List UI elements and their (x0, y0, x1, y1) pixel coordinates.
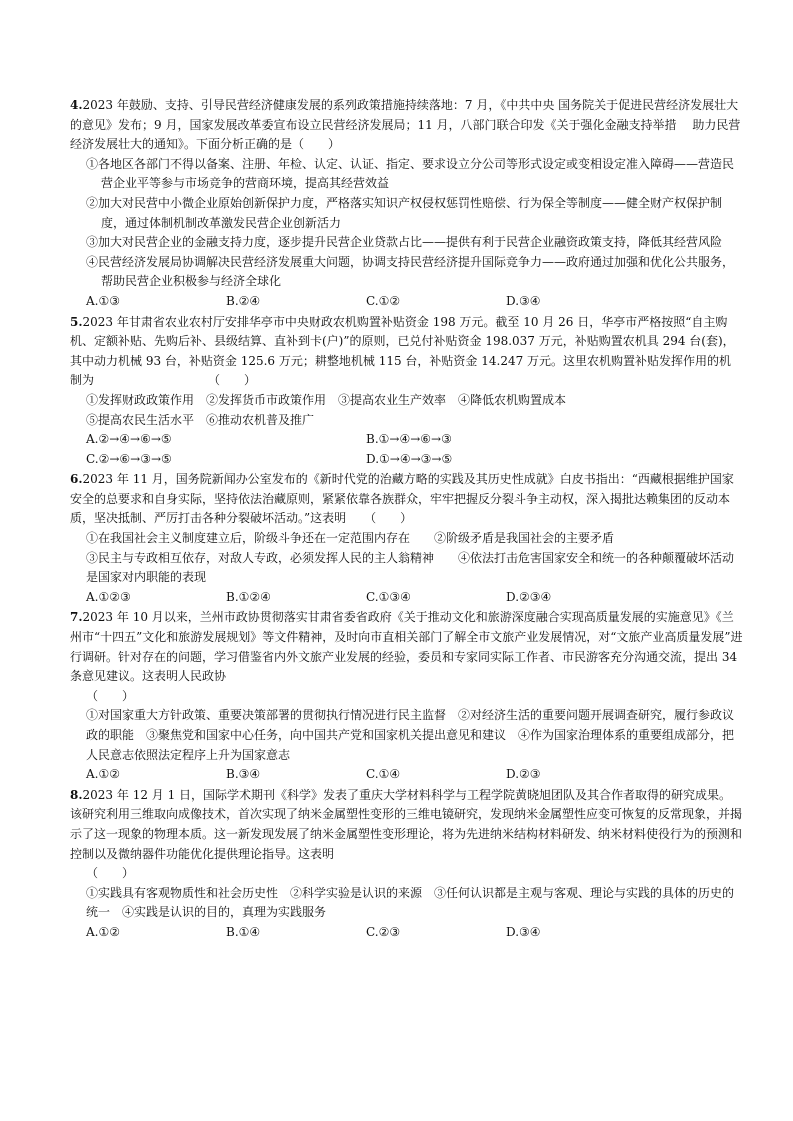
option-d[interactable]: D.②③④ (506, 589, 552, 604)
option-a[interactable]: A.①③ (86, 293, 120, 308)
statement: ③加大对民营企业的金融支持力度，逐步提升民营企业贷款占比——提供有利于民营企业融资政策支持，降低其经营风险 (86, 235, 723, 250)
statement: ③民主与专政相互依存，对敌人专政，必须发挥人民的主人翁精神 ④依法打击危害国家安全和统一的各种颠覆破坏活动是国家对内职能的表现 (86, 550, 735, 585)
statement: ①实践具有客观物质性和社会历史性 ②科学实验是认识的来源 ③任何认识都是主观与客观、理论与实践的具体的历史的统一 ④实践是认识的目的，真理为实践服务 (86, 885, 735, 920)
option-b[interactable]: B.①②④ (226, 589, 271, 604)
option-a[interactable]: A.①② (86, 924, 120, 939)
option-a[interactable]: A.①② (86, 767, 120, 782)
option-d[interactable]: D.②③ (506, 767, 541, 782)
answer-blank: （ ） (86, 688, 135, 703)
question-4 (70, 96, 743, 312)
option-b[interactable]: B.①→④→⑥→③ (366, 432, 452, 447)
statement: ①对国家重大方针政策、重要决策部署的贯彻执行情况进行民主监督 ②对经济生活的重要问题开展调查研究，履行参政议政的职能 ③聚焦党和国家中心任务，向中国共产党和国家机关提出意见和建议 ④作为国家治理体系的重要组成部分，把人民意志依照法定程序上升为国家意志 (86, 708, 735, 762)
answer-options (70, 588, 743, 608)
statement: ②加大对民营中小微企业原始创新保护力度，严格落实知识产权侵权惩罚性赔偿、行为保全等制度——健全财产权保护制度，通过体制机制改革激发民营企业创新活力 (86, 195, 723, 230)
option-c[interactable]: C.①④ (366, 767, 401, 782)
answer-options (70, 923, 743, 943)
question-stem: 7.2023 年 10 月以来，兰州市政协贯彻落实甘肃省委省政府《关于推动文化和旅游深度融合实现高质量发展的实施意见》《兰州市“十四五”文化和旅游发展规划》等文件精神，及时向市直相关部门了解全市文旅产业发展情况，对“文旅产业高质量发展”进行调研。针对存在的问题，学习借鉴省内外文旅产业发展的经验，委员和专家同实际工作者、市民游客充分沟通交流，提出 34 条意见建议。这表明人民政协 (70, 610, 743, 684)
option-b[interactable]: B.③④ (226, 767, 261, 782)
question-stem: 4.2023 年鼓励、支持、引导民营经济健康发展的系列政策措施持续落地：7 月，《中共中央 国务院关于促进民营经济发展壮大的意见》发布；9 月，国家发展改革委宣布设立民营经济发展局；11 月，八部门联合印发《关于强化金融支持举措 助力民营经济发展壮大的通知》。下面分析正确的是（ ） (70, 98, 741, 152)
answer-options (70, 765, 743, 785)
question-stem: 8.2023 年 12 月 1 日，国际学术期刊《科学》发表了重庆大学材料科学与工程学院黄晓旭团队及其合作者取得的研究成果。该研究利用三维取向成像技术，首次实现了纳米金属塑性变形的三维电镜研究，发现纳米金属塑性应变可恢复的反常现象，并揭示了这一现象的物理本质。这一新发现发展了纳米金属塑性变形理论，将为先进纳米结构材料研发、纳米材料使役行为的预测和控制以及微纳器件功能优化提供理论指导。这表明 (70, 787, 743, 861)
option-c[interactable]: C.①③④ (366, 589, 411, 604)
option-c[interactable]: C.②→⑥→③→⑤ (86, 451, 172, 466)
statement: ①在我国社会主义制度建立后，阶级斗争还在一定范围内存在 ②阶级矛盾是我国社会的主要矛盾 (86, 531, 615, 546)
question-8 (70, 786, 743, 943)
question-stem: 5.2023 年甘肃省农业农村厅安排华亭市中央财政农机购置补贴资金 198 万元。截至 10 月 26 日，华亭市严格按照“自主购机、定额补贴、先购后补、县级结算、直补到卡(户)”的原则，已兑付补贴资金 198.037 万元，补贴购置农机具 294 台(套)，其中动力机械 93 台，补贴资金 125.6 万元；耕整地机械 115 台，补贴资金 14.247 万元。这里农机购置补贴发挥作用的机制为 （ ） (70, 314, 735, 388)
question-6 (70, 470, 743, 607)
option-c[interactable]: C.②③ (366, 924, 401, 939)
option-d[interactable]: D.③④ (506, 293, 541, 308)
answer-options (70, 430, 743, 450)
question-stem: 6.2023 年 11 月，国务院新闻办公室发布的《新时代党的治藏方略的实践及其历史性成就》白皮书指出：“西藏根据维护国家安全的总要求和自身实际，坚持依法治藏原则，紧紧依靠各族群众，牢牢把握反分裂斗争主动权，深入揭批达赖集团的反动本质，坚决抵制、严厉打击各种分裂破坏活动。”这表明 （ ） (70, 472, 734, 526)
statement: ⑤提高农民生活水平 ⑥推动农机普及推广 (86, 412, 315, 427)
question-7 (70, 608, 743, 784)
option-a[interactable]: A.①②③ (86, 589, 131, 604)
answer-options (70, 292, 743, 312)
statement: ①各地区各部门不得以备案、注册、年检、认定、认证、指定、要求设立分公司等形式设定或变相设定准入障碍——营造民营企业平等参与市场竞争的营商环境，提高其经营效益 (86, 156, 735, 191)
answer-blank: （ ） (86, 866, 135, 881)
option-b[interactable]: B.②④ (226, 293, 261, 308)
option-b[interactable]: B.①④ (226, 924, 261, 939)
answer-options (70, 450, 743, 470)
option-c[interactable]: C.①② (366, 293, 401, 308)
statement: ④民营经济发展局协调解决民营经济发展重大问题，协调支持民营经济提升国际竞争力——政府通过加强和优化公共服务，帮助民营企业积极参与经济全球化 (86, 254, 735, 289)
question-5 (70, 313, 743, 470)
statement: ①发挥财政政策作用 ②发挥货币市政策作用 ③提高农业生产效率 ④降低农机购置成本 (86, 392, 567, 407)
option-a[interactable]: A.②→④→⑥→⑤ (86, 432, 172, 447)
option-d[interactable]: D.③④ (506, 924, 541, 939)
option-d[interactable]: D.①→④→③→⑤ (366, 451, 453, 466)
